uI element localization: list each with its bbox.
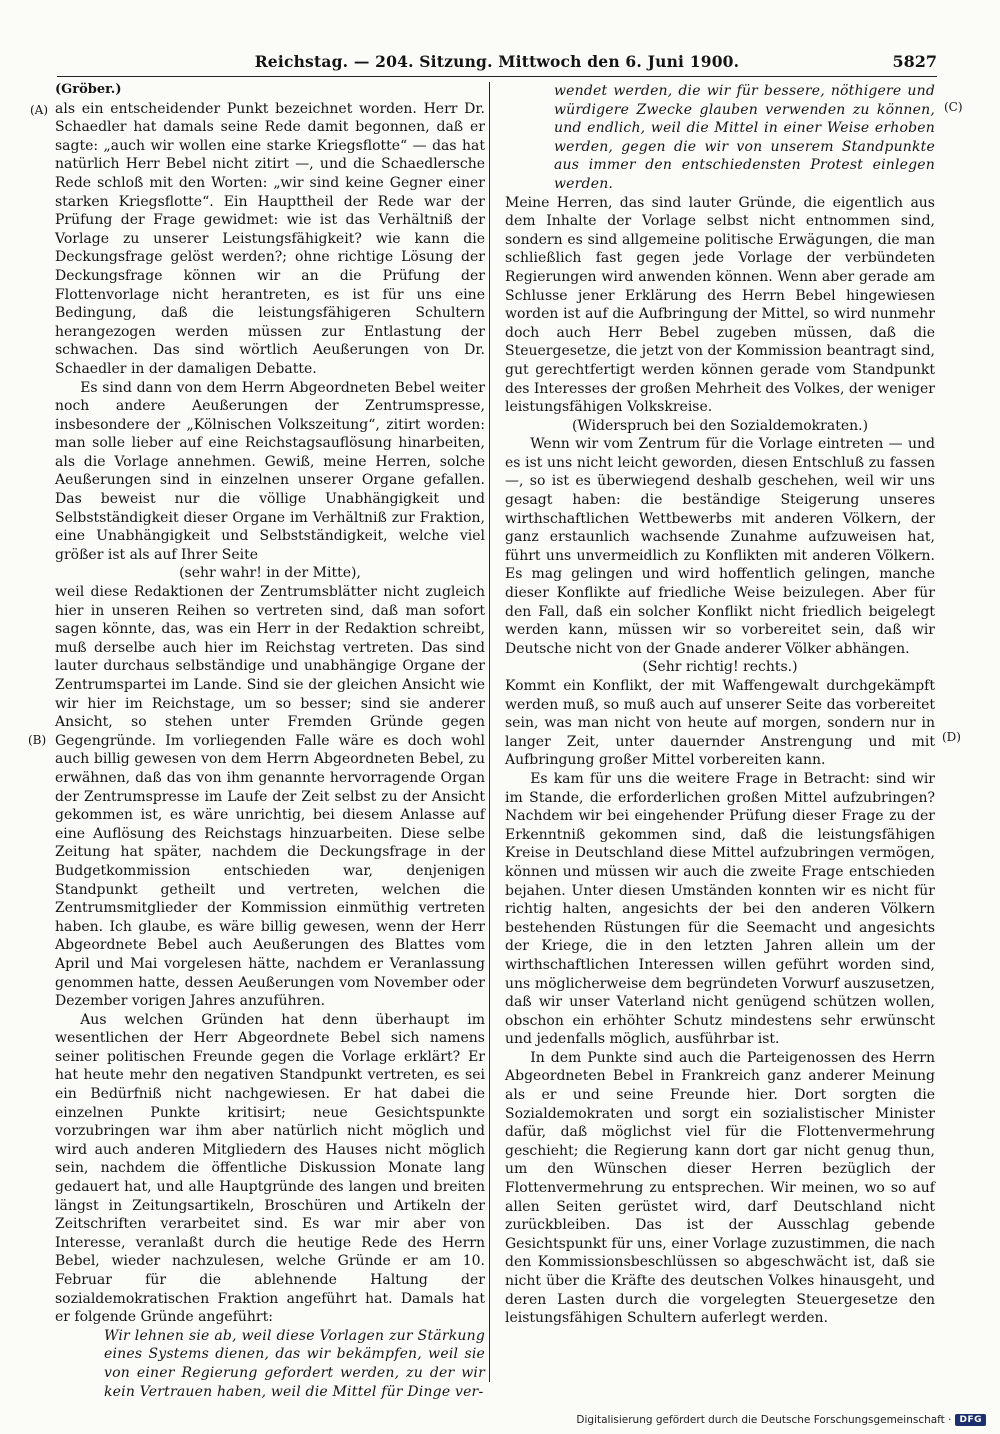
page-header — [57, 50, 937, 77]
digitization-credit — [576, 1414, 986, 1426]
quoted-passage-continued: wendet werden, die wir für bessere, nöthigere und würdigere Zwecke glauben verwenden zu können, und endlich, weil die Mittel in einer Weise erhoben werden, gegen die wir von unserem Standpunkte aus immer den entschiedensten Protest einlegen werden. — [554, 83, 935, 192]
interjection: (Sehr richtig! rechts.) — [642, 659, 798, 676]
margin-mark-c: (C) — [944, 100, 963, 114]
quoted-passage: Wir lehnen sie ab, weil diese Vorlagen zur Stärkung eines Systems dienen, das wir bekämpfen, weil sie von einer Regierung gefordert werden, zu der wir kein Vertrauen haben, weil die Mittel für Dinge ver- — [104, 1327, 485, 1400]
paragraph: weil diese Redaktionen der Zentrumsblätter nicht zugleich hier in unseren Reihen so vertreten sind, daß man sofort sagen könnte, das, was ein Herr in der Redaktion schreibt, muß derselbe auch hier im Reichstag vertreten. Das sind lauter durchaus selbständige und unabhängige Organe der Zentrumspartei im Lande. Sind sie der gleichen Ansicht wie wir hier im Reichstage, um so besser; sind sie anderer Ansicht, so stehen unter Fremden Gründe gegen Gegengründe. Im vorliegenden Falle wäre es doch wohl auch billig gewesen von dem Herrn Abgeordneten Bebel, zu erwähnen, daß das von ihm genannte hervorragende Organ der Zentrumspresse im Laufe der Zeit selbst zu der Ansicht gekommen ist, es wäre unrichtig, bei diesem Anlasse auf eine Auflösung des Reichstags hinzuarbeiten. Diese selbe Zeitung hat später, nachdem die Deckungsfrage in der Budgetkommission entschieden war, denjenigen Standpunkt getheilt und vertreten, welchen die Zentrumsmitglieder der Kommission einmüthig vertreten haben. Ich glaube, es wäre billig gewesen, wenn der Herr Abgeordnete Bebel auch Aeußerungen des Blattes vom April und Mai vorgelesen hätte, nachdem er Veranlassung genommen hatte, dessen Aeußerungen vom November oder Dezember vorigen Jahres anzuführen. — [55, 584, 485, 1010]
paragraph: Es sind dann von dem Herrn Abgeordneten Bebel weiter noch andere Aeußerungen der Zentrumspresse, insbesondere der „Kölnischen Volkszeitung“, zitirt worden: man solle lieber auf eine Reichstagsauflösung hinarbeiten, als die Vorlage annehmen. Gewiß, meine Herren, solche Aeußerungen sind in einzelnen unserer Organe gefallen. Das beweist nur die völlige Unabhängigkeit und Selbstständigkeit dieser Organe im Verhältniß zur Fraktion, eine Unabhängigkeit und Selbstständigkeit, welche viel größer ist als auf Ihrer Seite — [55, 379, 485, 563]
paragraph: In dem Punkte sind auch die Parteigenossen des Herrn Abgeordneten Bebel in Frankreich ganz anderer Meinung als er und seine Freunde hier. Dort sorgten die Sozialdemokraten und sorgt ein sozialistischer Minister dafür, daß möglichst viel für die Flottenvermehrung geschieht; die Regierung kann dort gar nicht genug thun, um den Wünschen dieser Herren bezüglich der Flottenvermehrung zu entsprechen. Wir meinen, wo so auf allen Seiten gerüstet wird, darf Deutschland nicht zurückbleiben. Das ist der Ausschlag gebende Gesichtspunkt für uns, einer Vorlage zuzustimmen, die nach den Kommissionsbeschlüssen so abgeschwächt ist, daß sie nicht über die Kräfte des deutschen Volkes hinausgeht, und deren Lasten durch die vorgelegten Steuergesetze den leistungsfähigen Schultern auferlegt werden. — [505, 1049, 935, 1327]
paragraph: Aus welchen Gründen hat denn überhaupt im wesentlichen der Herr Abgeordnete Bebel sich namens seiner politischen Freunde gegen die Vorlage erklärt? Er hat heute mehr den negativen Standpunkt vertreten, es sei ein Bedürfniß nicht nachgewiesen. Er hat dabei die einzelnen Punkte kritisirt; neue Gesichtspunkte vorzubringen war ihm aber natürlich nicht möglich und wird auch anderen Mitgliedern des Hauses nicht möglich sein, nachdem die öffentliche Diskussion Monate lang gedauert hat, und alle Hauptgründe des langen und breiten längst in Zeitungsartikeln, Broschüren und Artikeln der Zeitschriften verarbeitet sind. Es war mir aber von Interesse, veranlaßt durch die heutige Rede des Herrn Bebel, wieder nachzulesen, welche Gründe er am 10. Februar für die ablehnende Haltung der sozialdemokratischen Fraktion angeführt hat. Damals hat er folgende Gründe angeführt: — [55, 1011, 485, 1326]
column-divider — [489, 82, 490, 1382]
interjection: (Widerspruch bei den Sozialdemokraten.) — [571, 417, 869, 434]
interjection: (sehr wahr! in der Mitte), — [179, 565, 361, 582]
margin-mark-b: (B) — [28, 733, 47, 747]
paragraph: Meine Herren, das sind lauter Gründe, die eigentlich aus dem Inhalte der Vorlage selbst nicht entnommen sind, sondern es sind allgemeine politische Erwägungen, die man schließlich fast gegen jede Vorlage der verbündeten Regierungen wird anwenden können. Wenn aber gerade am Schlusse jener Erklärung des Herrn Bebel hingewiesen worden ist auf die Aufbringung der Mittel, so wird nunmehr doch auch Herr Bebel zugeben müssen, daß die Steuergesetze, die jetzt von der Kommission beantragt sind, gut gerechtfertigt werden können gerade vom Standpunkt des Interesses der großen Mehrheit des Volkes, der weniger leistungsfähigen Volkskreise. — [505, 194, 935, 416]
right-column — [505, 83, 935, 1370]
paragraph: Kommt ein Konflikt, der mit Waffengewalt durchgekämpft werden muß, so muß auch auf unserer Seite das vorbereitet sein, was man nicht von heute auf morgen, sondern nur in langer Zeit, unter dauernder Anstrengung und mit Aufbringung großer Mittel vorbereiten kann. — [505, 678, 935, 769]
paragraph: Es kam für uns die weitere Frage in Betracht: sind wir im Stande, die erforderlichen großen Mittel aufzubringen? Nachdem wir bei eingehender Prüfung dieser Frage zu der Erkenntniß gekommen sind, daß die leistungsfähigen Kreise in Deutschland diese Mittel aufzubringen vermögen, können und müssen wir auch die zweite Frage entschieden bejahen. Unter diesen Umständen konnten wir es nicht für richtig halten, angesichts der bei den anderen Völkern bestehenden Rüstungen für die Seemacht und angesichts der Kriege, die in den letzten Jahren allein um der wirthschaftlichen Interessen willen geführt worden sind, uns möglicherweise dem begründeten Vorwurf auszusetzen, daß wir unser Vaterland nicht genügend schützen wollen, obschon ein erhöhter Schutz mindestens sehr erwünscht und jedenfalls möglich, ausführbar ist. — [505, 770, 935, 1048]
speaker-label: (Gröber.) — [55, 82, 122, 97]
credit-text: Digitalisierung gefördert durch die Deutsche Forschungsgemeinschaft · — [576, 1414, 952, 1426]
left-column — [55, 80, 485, 1400]
margin-mark-d: (D) — [942, 730, 961, 744]
margin-mark-a: (A) — [30, 103, 49, 117]
paragraph: Wenn wir vom Zentrum für die Vorlage eintreten — und es ist uns nicht leicht geworden, diesen Entschluß zu fassen —, so ist es überwiegend deshalb geschehen, weil wir uns gesagt haben: die beständige Steigerung unseres wirthschaftlichen Wettbewerbs mit anderen Völkern, der ganz erstaunlich wachsende Zunahme aufzuweisen hat, führt uns unvermeidlich zu Konflikten mit anderen Völkern. Es mag gelingen und wird hoffentlich gelingen, manche dieser Konflikte auf friedliche Weise beizulegen. Aber für den Fall, daß ein solcher Konflikt nicht friedlich beigelegt werden kann, müssen wir so vorbereitet sein, daß wir Deutsche nicht von der Gnade anderer Völker abhängen. — [505, 436, 935, 657]
running-title: Reichstag. — 204. Sitzung. Mittwoch den 6. Juni 1900. — [254, 52, 740, 71]
page-number: 5827 — [892, 52, 937, 71]
dfg-logo: DFG — [955, 1414, 986, 1426]
paragraph: als ein entscheidender Punkt bezeichnet worden. Herr Dr. Schaedler hat damals seine Rede damit begonnen, daß er sagte: „auch wir wollen eine starke Kriegsflotte“ — das hat natürlich Herr Bebel nicht zitirt —, und die Schaedlersche Rede schloß mit den Worten: „wir sind keine Gegner einer starken Kriegsflotte“. Ein Haupttheil der Rede war der Prüfung der Frage gewidmet: wie ist das Verhältniß der Vorlage zu unserer Leistungsfähigkeit? wie kann die Deckungsfrage gelöst werden?; ohne richtige Lösung der Deckungsfrage können wir an die Prüfung der Flottenvorlage nicht herantreten, es ist für uns eine Bedingung, daß die leistungsfähigeren Schultern herangezogen werden müssen zur Entlastung der schwachen. Das sind wörtlich Aeußerungen von Dr. Schaedler in der damaligen Debatte. — [55, 100, 485, 377]
